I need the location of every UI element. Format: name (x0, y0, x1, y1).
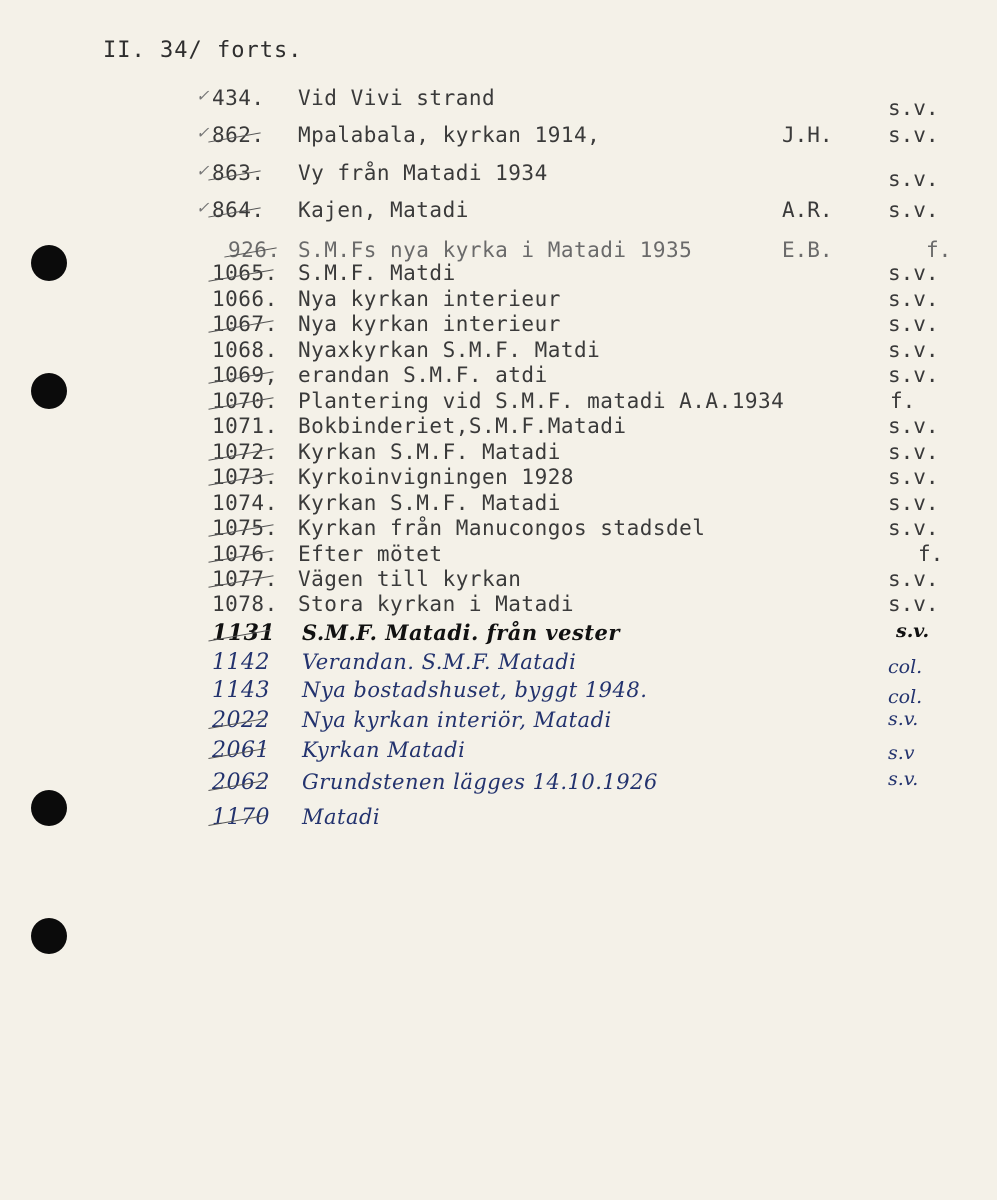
list-item (0, 770, 997, 796)
list-item (0, 161, 997, 191)
entry-code: s.v. (888, 338, 939, 362)
entry-number: 2062 (212, 770, 270, 795)
entry-code: col. (888, 656, 923, 678)
entry-number: 1142 (212, 650, 270, 675)
list-item (0, 491, 997, 517)
check-mark-icon: ✓ (196, 198, 210, 217)
entry-number: 434. (212, 86, 265, 110)
entry-code: s.v. (888, 198, 939, 222)
entry-description: Kyrkan Matadi (302, 738, 466, 762)
entry-number: 1072. (212, 440, 278, 464)
entry-code: f. (926, 238, 952, 262)
entry-description: Nya kyrkan interieur (298, 287, 561, 311)
list-item (0, 363, 997, 389)
entry-number: 1076. (212, 542, 278, 566)
entry-number: 1170 (212, 805, 270, 830)
card-header: II. 34/ forts. (103, 38, 303, 63)
entry-description: Kyrkan S.M.F. Matadi (298, 440, 561, 464)
entry-number: 1069, (212, 363, 278, 387)
entry-number: 1065. (212, 261, 278, 285)
list-item (0, 261, 997, 287)
entry-description: Verandan. S.M.F. Matadi (302, 650, 577, 674)
entry-description: Matadi (302, 805, 381, 829)
list-item (0, 678, 997, 708)
list-item (0, 123, 997, 149)
entry-description: S.M.Fs nya kyrka i Matadi 1935 (298, 238, 693, 262)
list-item (0, 86, 997, 120)
entry-description: Nyaxkyrkan S.M.F. Matdi (298, 338, 601, 362)
entry-code: s.v. (888, 167, 939, 191)
entry-code: s.v. (888, 96, 939, 120)
list-item (0, 287, 997, 313)
entry-code: s.v. (888, 465, 939, 489)
entry-description: S.M.F. Matadi. från vester (302, 620, 620, 645)
check-mark-icon: ✓ (196, 86, 210, 105)
entry-number: 1071. (212, 414, 278, 438)
entry-number: 1074. (212, 491, 278, 515)
entry-code: s.v. (888, 516, 939, 540)
entry-number: 864. (212, 198, 265, 222)
entry-code: s.v. (888, 287, 939, 311)
list-item (0, 198, 997, 224)
entry-initials: J.H. (782, 123, 833, 147)
entry-code: s.v (888, 742, 915, 764)
entry-number: 1067. (212, 312, 278, 336)
entry-description: Kyrkan S.M.F. Matadi (298, 491, 561, 515)
entry-initials: E.B. (782, 238, 833, 262)
entry-code: f. (918, 542, 944, 566)
entry-number: 1073. (212, 465, 278, 489)
entry-number: 863. (212, 161, 265, 185)
entry-description: erandan S.M.F. atdi (298, 363, 548, 387)
entry-number: 1143 (212, 678, 270, 703)
entry-description: Grundstenen lägges 14.10.1926 (302, 770, 658, 794)
punch-hole (31, 918, 67, 954)
entry-number: 1075. (212, 516, 278, 540)
entry-description: Vy från Matadi 1934 (298, 161, 548, 185)
entry-description: Vid Vivi strand (298, 86, 496, 110)
entry-description: Vägen till kyrkan (298, 567, 522, 591)
entry-code: s.v. (896, 620, 930, 642)
entry-description: S.M.F. Matdi (298, 261, 456, 285)
entry-code: s.v. (888, 592, 939, 616)
entry-code: s.v. (888, 567, 939, 591)
entry-number: 1078. (212, 592, 278, 616)
entry-code: s.v. (888, 768, 919, 790)
list-item (0, 592, 997, 618)
entry-code: col. (888, 686, 923, 708)
entry-number: 1070. (212, 389, 278, 413)
entry-code: s.v. (888, 261, 939, 285)
entry-description: Nya kyrkan interieur (298, 312, 561, 336)
entry-description: Kyrkoinvigningen 1928 (298, 465, 575, 489)
entry-description: Bokbinderiet,S.M.F.Matadi (298, 414, 627, 438)
list-item (0, 338, 997, 364)
list-item (0, 567, 997, 593)
entry-number: 1066. (212, 287, 278, 311)
list-item (0, 542, 997, 568)
entry-code: s.v. (888, 414, 939, 438)
entry-code: f. (890, 389, 916, 413)
entry-description: Kyrkan från Manucongos stadsdel (298, 516, 706, 540)
entry-description: Stora kyrkan i Matadi (298, 592, 575, 616)
list-item (0, 738, 997, 764)
entry-number: 1077. (212, 567, 278, 591)
check-mark-icon: ✓ (196, 161, 210, 180)
entry-description: Mpalabala, kyrkan 1914, (298, 123, 601, 147)
list-item (0, 440, 997, 466)
entry-code: s.v. (888, 708, 919, 730)
entry-description: Nya bostadshuset, byggt 1948. (302, 678, 648, 702)
entry-number: 2061 (212, 738, 270, 763)
check-mark-icon: ✓ (196, 123, 210, 142)
list-item (0, 708, 997, 734)
list-item (0, 620, 997, 646)
entry-number: 862. (212, 123, 265, 147)
list-item (0, 650, 997, 676)
entry-code: s.v. (888, 363, 939, 387)
entry-description: Plantering vid S.M.F. matadi A.A.1934 (298, 389, 785, 413)
entry-code: s.v. (888, 440, 939, 464)
list-item (0, 414, 997, 440)
list-item (0, 465, 997, 491)
list-item (0, 516, 997, 542)
list-item (0, 312, 997, 338)
list-item (0, 805, 997, 831)
entry-number: 1131 (212, 620, 276, 646)
entry-number: 2022 (212, 708, 270, 733)
entry-description: Kajen, Matadi (298, 198, 469, 222)
entry-number: 926. (228, 238, 281, 262)
entry-number: 1068. (212, 338, 278, 362)
entry-description: Efter mötet (298, 542, 443, 566)
entry-code: s.v. (888, 123, 939, 147)
entry-code: s.v. (888, 491, 939, 515)
entry-initials: A.R. (782, 198, 833, 222)
list-item (0, 389, 997, 415)
entry-description: Nya kyrkan interiör, Matadi (302, 708, 612, 732)
entry-code: s.v. (888, 312, 939, 336)
